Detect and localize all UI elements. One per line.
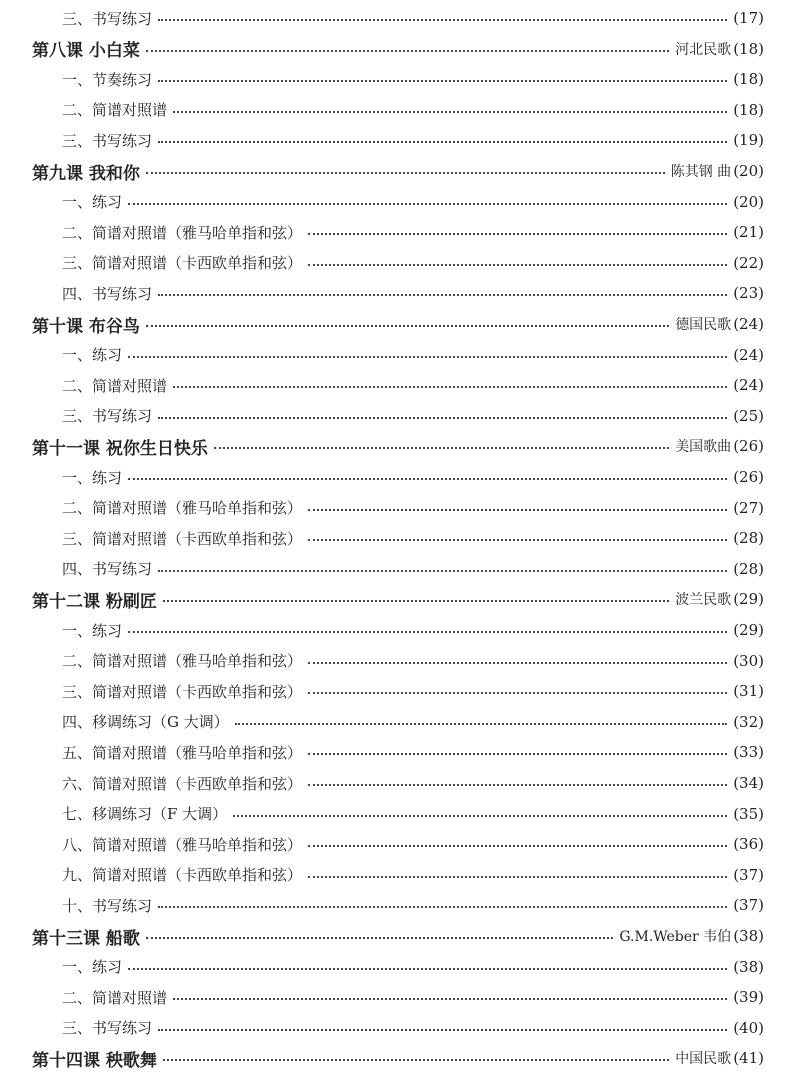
entry-title: 二、简谱对照谱（雅马哈单指和弦） — [62, 652, 303, 671]
toc-lesson-entry — [0, 584, 790, 614]
entry-title: 十、书写练习 — [62, 896, 153, 915]
dot-leader — [308, 233, 727, 235]
toc-sub-entry — [0, 982, 790, 1012]
dot-leader — [146, 172, 665, 174]
entry-title: 第十四课 秧歌舞 — [32, 1050, 157, 1071]
dot-leader — [128, 968, 727, 970]
dot-leader — [173, 998, 727, 1000]
entry-page-number: ( 35 ) — [733, 805, 764, 823]
toc-sub-entry — [0, 3, 790, 33]
entry-page-number: ( 20 ) — [733, 193, 764, 211]
toc-sub-entry — [0, 615, 790, 645]
entry-title: 三、简谱对照谱（卡西欧单指和弦） — [62, 529, 303, 548]
dot-leader — [308, 876, 727, 878]
entry-page-number: ( 29 ) — [733, 621, 764, 639]
entry-title: 九、简谱对照谱（卡西欧单指和弦） — [62, 866, 303, 885]
entry-page-number: ( 29 ) — [733, 590, 764, 608]
entry-page-number: ( 18 ) — [733, 101, 764, 119]
toc-sub-entry — [0, 493, 790, 523]
dot-leader — [158, 570, 727, 572]
dot-leader — [146, 325, 669, 327]
dot-leader — [158, 80, 727, 82]
entry-title: 二、简谱对照谱 — [62, 101, 168, 120]
dot-leader — [308, 753, 727, 755]
entry-title: 一、练习 — [62, 958, 123, 977]
entry-title: 三、简谱对照谱（卡西欧单指和弦） — [62, 254, 303, 273]
entry-page-number: ( 40 ) — [733, 1019, 764, 1037]
toc-sub-entry — [0, 248, 790, 278]
entry-page-number: ( 28 ) — [733, 529, 764, 547]
entry-title: 四、书写练习 — [62, 560, 153, 579]
entry-page-number: ( 24 ) — [733, 315, 764, 333]
entry-page-number: ( 21 ) — [733, 223, 764, 241]
entry-title: 第十一课 祝你生日快乐 — [32, 438, 208, 459]
dot-leader — [158, 417, 727, 419]
toc-sub-entry — [0, 370, 790, 400]
entry-page-number: ( 32 ) — [733, 713, 764, 731]
toc-sub-entry — [0, 523, 790, 553]
entry-title: 四、书写练习 — [62, 284, 153, 303]
toc-sub-entry — [0, 125, 790, 155]
entry-page-number: ( 39 ) — [733, 988, 764, 1006]
entry-title: 第九课 我和你 — [32, 163, 140, 184]
entry-title: 二、简谱对照谱 — [62, 376, 168, 395]
toc-sub-entry — [0, 278, 790, 308]
entry-page-number: ( 30 ) — [733, 652, 764, 670]
entry-title: 第十课 布谷鸟 — [32, 316, 140, 337]
dot-leader — [308, 662, 727, 664]
entry-page-number: ( 37 ) — [733, 896, 764, 914]
entry-page-number: ( 23 ) — [733, 284, 764, 302]
entry-page-number: ( 18 ) — [733, 70, 764, 88]
entry-title: 一、练习 — [62, 468, 123, 487]
entry-page-number: ( 38 ) — [733, 927, 764, 945]
entry-title: 二、简谱对照谱（雅马哈单指和弦） — [62, 223, 303, 242]
dot-leader — [158, 906, 727, 908]
dot-leader — [146, 50, 669, 52]
toc-sub-entry — [0, 217, 790, 247]
entry-title: 三、书写练习 — [62, 131, 153, 150]
entry-title: 一、练习 — [62, 193, 123, 212]
entry-page-number: ( 28 ) — [733, 560, 764, 578]
entry-title: 八、简谱对照谱（雅马哈单指和弦） — [62, 835, 303, 854]
dot-leader — [173, 386, 727, 388]
entry-page-number: ( 31 ) — [733, 682, 764, 700]
dot-leader — [233, 815, 727, 817]
entry-author: 陈其钢 曲 — [670, 164, 732, 180]
dot-leader — [173, 111, 727, 113]
dot-leader — [308, 784, 727, 786]
toc-sub-entry — [0, 187, 790, 217]
toc-lesson-entry — [0, 1043, 790, 1073]
entry-page-number: ( 36 ) — [733, 835, 764, 853]
entry-page-number: ( 26 ) — [733, 468, 764, 486]
dot-leader — [308, 692, 727, 694]
dot-leader — [158, 294, 727, 296]
toc-sub-entry — [0, 676, 790, 706]
toc-lesson-entry — [0, 309, 790, 339]
toc-sub-entry — [0, 646, 790, 676]
entry-page-number: ( 24 ) — [733, 376, 764, 394]
dot-leader — [158, 141, 727, 143]
toc-lesson-entry — [0, 156, 790, 186]
entry-page-number: ( 24 ) — [733, 346, 764, 364]
entry-title: 第十二课 粉刷匠 — [32, 591, 157, 612]
entry-author: 美国歌曲 — [675, 439, 732, 456]
entry-page-number: ( 33 ) — [733, 743, 764, 761]
dot-leader — [214, 447, 669, 449]
toc-lesson-entry — [0, 431, 790, 461]
entry-title: 三、书写练习 — [62, 407, 153, 426]
dot-leader — [235, 723, 727, 725]
entry-title: 四、移调练习（G 大调） — [62, 713, 229, 732]
entry-page-number: ( 22 ) — [733, 254, 764, 272]
entry-page-number: ( 20 ) — [733, 162, 764, 180]
toc-sub-entry — [0, 829, 790, 859]
entry-page-number: ( 19 ) — [733, 131, 764, 149]
entry-page-number: ( 27 ) — [733, 499, 764, 517]
dot-leader — [146, 937, 613, 939]
toc-sub-entry — [0, 462, 790, 492]
entry-title: 第十三课 船歌 — [32, 928, 140, 949]
entry-page-number: ( 34 ) — [733, 774, 764, 792]
entry-title: 一、练习 — [62, 346, 123, 365]
toc-lesson-entry — [0, 34, 790, 64]
entry-page-number: ( 38 ) — [733, 958, 764, 976]
toc-sub-entry — [0, 340, 790, 370]
toc-sub-entry — [0, 799, 790, 829]
entry-author: G.M.Weber 韦伯 — [619, 929, 732, 945]
dot-leader — [163, 1059, 669, 1061]
dot-leader — [308, 509, 727, 511]
entry-page-number: ( 17 ) — [733, 9, 764, 27]
entry-author: 河北民歌 — [675, 41, 732, 58]
dot-leader — [163, 600, 669, 602]
dot-leader — [308, 539, 727, 541]
entry-title: 二、简谱对照谱（雅马哈单指和弦） — [62, 499, 303, 518]
entry-title: 三、书写练习 — [62, 9, 153, 28]
entry-title: 三、简谱对照谱（卡西欧单指和弦） — [62, 682, 303, 701]
entry-title: 一、节奏练习 — [62, 70, 153, 89]
dot-leader — [158, 19, 727, 21]
entry-title: 第八课 小白菜 — [32, 41, 140, 62]
entry-title: 一、练习 — [62, 621, 123, 640]
toc-sub-entry — [0, 768, 790, 798]
dot-leader — [308, 845, 727, 847]
toc-sub-entry — [0, 1013, 790, 1043]
entry-author: 波兰民歌 — [675, 592, 732, 609]
dot-leader — [158, 1029, 727, 1031]
toc-sub-entry — [0, 860, 790, 890]
dot-leader — [308, 264, 727, 266]
toc-sub-entry — [0, 64, 790, 94]
entry-title: 二、简谱对照谱 — [62, 988, 168, 1007]
toc-lesson-entry — [0, 921, 790, 951]
entry-page-number: ( 18 ) — [733, 40, 764, 58]
entry-title: 五、简谱对照谱（雅马哈单指和弦） — [62, 743, 303, 762]
dot-leader — [128, 356, 727, 358]
entry-author: 中国民歌 — [675, 1051, 732, 1068]
entry-page-number: ( 37 ) — [733, 866, 764, 884]
dot-leader — [128, 631, 727, 633]
toc-sub-entry — [0, 95, 790, 125]
dot-leader — [128, 203, 727, 205]
entry-page-number: ( 41 ) — [733, 1049, 764, 1067]
entry-title: 七、移调练习（F 大调） — [62, 805, 228, 824]
dot-leader — [128, 478, 727, 480]
entry-title: 三、书写练习 — [62, 1019, 153, 1038]
entry-page-number: ( 25 ) — [733, 407, 764, 425]
entry-title: 六、简谱对照谱（卡西欧单指和弦） — [62, 774, 303, 793]
toc-sub-entry — [0, 401, 790, 431]
entry-page-number: ( 26 ) — [733, 437, 764, 455]
entry-author: 德国民歌 — [675, 317, 732, 333]
toc-sub-entry — [0, 952, 790, 982]
toc-sub-entry — [0, 707, 790, 737]
toc-sub-entry — [0, 737, 790, 767]
toc-sub-entry — [0, 554, 790, 584]
toc-sub-entry — [0, 890, 790, 920]
